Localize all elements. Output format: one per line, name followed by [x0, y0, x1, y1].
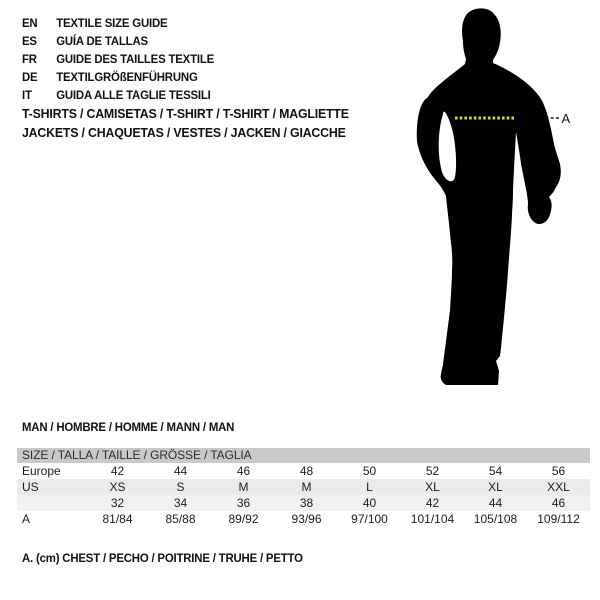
language-code: DE: [22, 70, 38, 84]
size-table-body: [17, 463, 590, 527]
man-silhouette: [415, 8, 570, 388]
table-row: [17, 495, 590, 511]
language-row: [22, 14, 214, 32]
size-cell: 89/92: [228, 512, 259, 526]
table-row: [17, 463, 590, 479]
language-label: TEXTILE SIZE GUIDE: [56, 16, 168, 30]
size-cell: M: [301, 480, 312, 494]
size-cell: 109/112: [537, 512, 580, 526]
size-table: [17, 448, 590, 527]
language-code: EN: [22, 16, 38, 30]
language-label: GUIDA ALLE TAGLIE TESSILI: [56, 88, 211, 102]
size-table-header: SIZE / TALLA / TAILLE / GRÖSSE / TAGLIA: [17, 448, 590, 463]
size-cell: 34: [173, 496, 188, 510]
language-row: [22, 32, 214, 50]
language-row: [22, 50, 214, 68]
row-label: A: [22, 512, 31, 526]
row-label: [17, 495, 86, 511]
size-cell: 46: [551, 496, 566, 510]
man-silhouette-svg: [415, 8, 570, 388]
footnote: A. (cm) CHEST / PECHO / POITRINE / TRUHE / PETTO: [22, 551, 303, 565]
size-cell: 105/108: [473, 512, 518, 526]
size-cell: 42: [110, 464, 125, 478]
size-cell: 42: [425, 496, 440, 510]
size-cell: 44: [488, 496, 503, 510]
language-label: TEXTILGRÖßENFÜHRUNG: [56, 70, 198, 84]
size-cell: 32: [110, 496, 125, 510]
language-code: ES: [22, 34, 37, 48]
language-code: IT: [22, 88, 32, 102]
size-cell: XL: [488, 480, 503, 494]
size-cell: 97/100: [351, 512, 388, 526]
language-code: FR: [22, 52, 37, 66]
section-title: MAN / HOMBRE / HOMME / MANN / MAN: [22, 420, 235, 434]
size-cell: XXL: [547, 480, 570, 494]
size-cell: 56: [551, 464, 566, 478]
measure-label-a: A: [561, 111, 570, 126]
language-guide: [22, 14, 214, 104]
size-cell: M: [238, 480, 249, 494]
size-cell: S: [176, 480, 185, 494]
row-label: US: [22, 480, 39, 494]
size-cell: 81/84: [102, 512, 133, 526]
man-silhouette-path: [417, 8, 561, 385]
size-cell: 54: [488, 464, 503, 478]
language-row: [22, 68, 214, 86]
size-cell: 36: [236, 496, 251, 510]
size-cell: 85/88: [165, 512, 196, 526]
size-cell: L: [366, 480, 373, 494]
category-title-line2: JACKETS / CHAQUETAS / VESTES / JACKEN / GIACCHE: [22, 125, 346, 140]
size-cell: 101/104: [410, 512, 455, 526]
row-label: Europe: [22, 464, 61, 478]
language-row: [22, 86, 214, 104]
size-cell: 38: [299, 496, 314, 510]
size-cell: 50: [362, 464, 377, 478]
size-cell: XL: [425, 480, 440, 494]
size-cell: 44: [173, 464, 188, 478]
size-cell: 93/96: [291, 512, 322, 526]
language-label: GUIDE DES TAILLES TEXTILE: [56, 52, 215, 66]
category-title: [22, 104, 349, 142]
size-cell: 52: [425, 464, 440, 478]
category-title-line1: T-SHIRTS / CAMISETAS / T-SHIRT / T-SHIRT / MAGLIETTE: [22, 106, 349, 121]
size-cell: XS: [109, 480, 126, 494]
language-label: GUÍA DE TALLAS: [56, 34, 148, 48]
table-row: [17, 479, 590, 495]
size-cell: 48: [299, 464, 314, 478]
table-row: [17, 511, 590, 527]
size-cell: 46: [236, 464, 251, 478]
size-cell: 40: [362, 496, 377, 510]
